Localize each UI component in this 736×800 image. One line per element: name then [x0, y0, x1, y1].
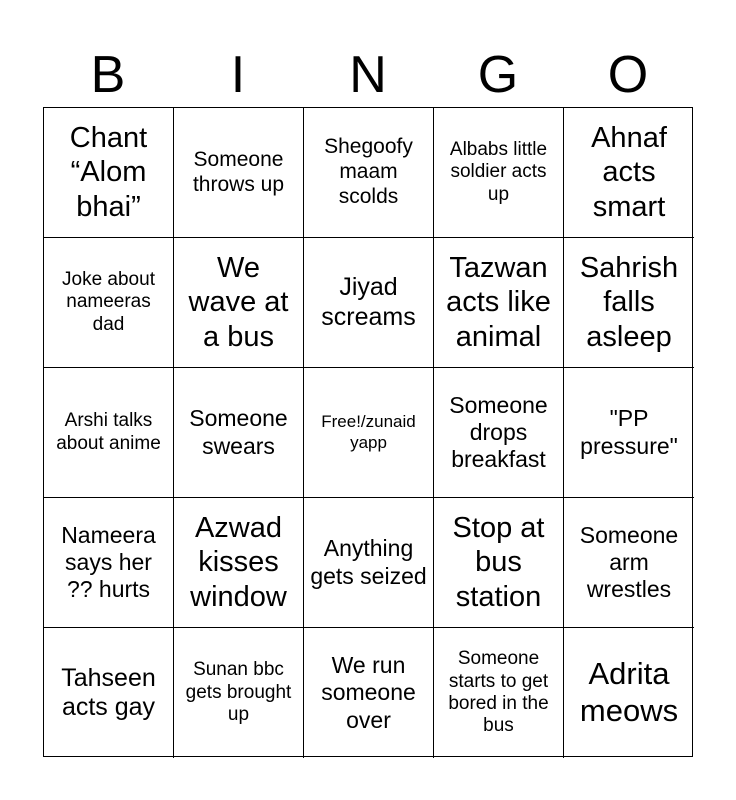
bingo-cell[interactable]: Tazwan acts like animal: [434, 238, 564, 368]
bingo-board: [43, 107, 693, 757]
bingo-cell[interactable]: Arshi talks about anime: [44, 368, 174, 498]
bingo-cell[interactable]: Anything gets seized: [304, 498, 434, 628]
bingo-cell[interactable]: Ahnaf acts smart: [564, 108, 694, 238]
bingo-cell[interactable]: "PP pressure": [564, 368, 694, 498]
bingo-cell[interactable]: Someone drops breakfast: [434, 368, 564, 498]
bingo-cell[interactable]: Someone swears: [174, 368, 304, 498]
bingo-cell[interactable]: Joke about nameeras dad: [44, 238, 174, 368]
bingo-cell-free[interactable]: Free!/zunaid yapp: [304, 368, 434, 498]
bingo-cell[interactable]: Sahrish falls asleep: [564, 238, 694, 368]
header-letter-n: N: [349, 46, 387, 104]
bingo-cell[interactable]: Shegoofy maam scolds: [304, 108, 434, 238]
bingo-cell[interactable]: Someone starts to get bored in the bus: [434, 628, 564, 758]
bingo-cell[interactable]: Albabs little soldier acts up: [434, 108, 564, 238]
bingo-cell[interactable]: Stop at bus station: [434, 498, 564, 628]
bingo-cell[interactable]: Azwad kisses window: [174, 498, 304, 628]
bingo-cell[interactable]: Sunan bbc gets brought up: [174, 628, 304, 758]
header-letter-i: I: [230, 46, 246, 104]
bingo-cell[interactable]: We run someone over: [304, 628, 434, 758]
bingo-cell[interactable]: Someone throws up: [174, 108, 304, 238]
bingo-cell[interactable]: Jiyad screams: [304, 238, 434, 368]
bingo-cell[interactable]: Nameera says her ?? hurts: [44, 498, 174, 628]
header-letter-b: B: [90, 46, 126, 104]
bingo-cell[interactable]: We wave at a bus: [174, 238, 304, 368]
header-letter-o: O: [607, 46, 649, 104]
header-letter-g: G: [477, 46, 519, 104]
bingo-cell[interactable]: Tahseen acts gay: [44, 628, 174, 758]
bingo-cell[interactable]: Adrita meows: [579, 656, 679, 728]
bingo-header: [43, 44, 693, 106]
bingo-cell[interactable]: Chant “Alom bhai”: [44, 108, 174, 238]
bingo-cell[interactable]: Someone arm wrestles: [564, 498, 694, 628]
